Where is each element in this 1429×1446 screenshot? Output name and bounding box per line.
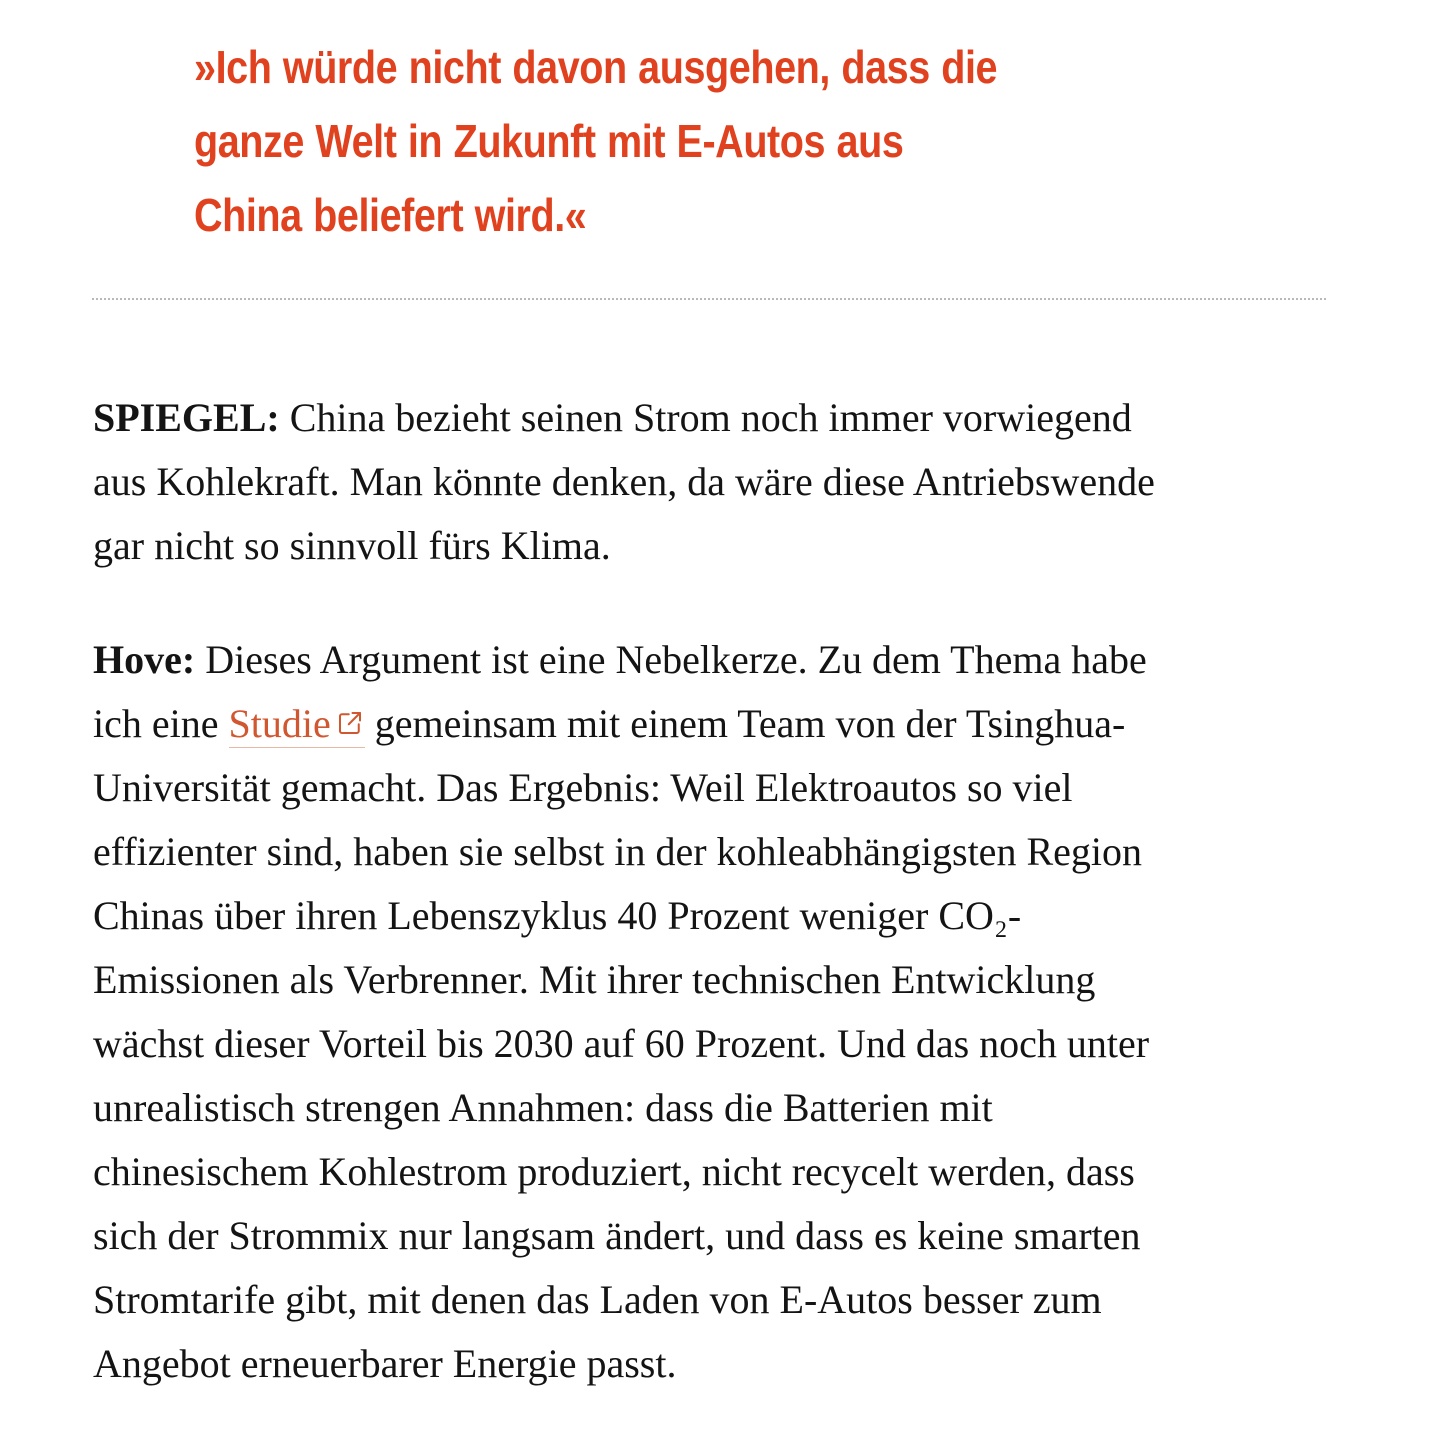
pull-quote-line: China beliefert wird.« [194, 189, 587, 241]
answer-text: Emissionen als Verbrenner. Mit ihrer technischen Entwicklung [93, 957, 1096, 1002]
answer-text: Universität gemacht. Das Ergebnis: Weil Elektroautos so viel [93, 765, 1073, 810]
speaker-label: Hove: [93, 637, 196, 682]
answer-text: sich der Strommix nur langsam ändert, und dass es keine smarten [93, 1213, 1141, 1258]
answer-text: ich eine [93, 701, 219, 746]
dotted-divider [92, 298, 1326, 300]
pull-quote [194, 30, 1140, 252]
speaker-label: SPIEGEL: [93, 395, 280, 440]
answer-text: effizienter sind, haben sie selbst in der kohleabhängigsten Region [93, 829, 1142, 874]
answer-text: Chinas über ihren Lebenszyklus 40 Prozent weniger CO₂- [93, 893, 1022, 938]
answer-text: chinesischem Kohlestrom produziert, nicht recycelt werden, dass [93, 1149, 1135, 1194]
pull-quote-line: ganze Welt in Zukunft mit E-Autos aus [194, 115, 904, 167]
study-link-label[interactable]: Studie [228, 701, 331, 746]
article-body [93, 386, 1333, 1446]
answer-text: Dieses Argument ist eine Nebelkerze. Zu dem Thema habe [205, 637, 1147, 682]
answer-text: Stromtarife gibt, mit denen das Laden von E-Autos besser zum [93, 1277, 1102, 1322]
answer-text: gemeinsam mit einem Team von der Tsinghua- [374, 701, 1126, 746]
external-link-icon[interactable] [335, 708, 365, 738]
answer-text: wächst dieser Vorteil bis 2030 auf 60 Prozent. Und das noch unter [93, 1021, 1150, 1066]
interview-answer [93, 628, 1333, 1396]
study-link[interactable] [229, 701, 365, 748]
answer-text: Angebot erneuerbarer Energie passt. [93, 1341, 677, 1386]
answer-text: unrealistisch strengen Annahmen: dass die Batterien mit [93, 1085, 993, 1130]
question-text: China bezieht seinen Strom noch immer vorwiegend [289, 395, 1132, 440]
pull-quote-line: »Ich würde nicht davon ausgehen, dass die [194, 41, 998, 93]
question-text: gar nicht so sinnvoll fürs Klima. [93, 523, 611, 568]
question-text: aus Kohlekraft. Man könnte denken, da wäre diese Antriebswende [93, 459, 1155, 504]
interview-question [93, 386, 1333, 578]
